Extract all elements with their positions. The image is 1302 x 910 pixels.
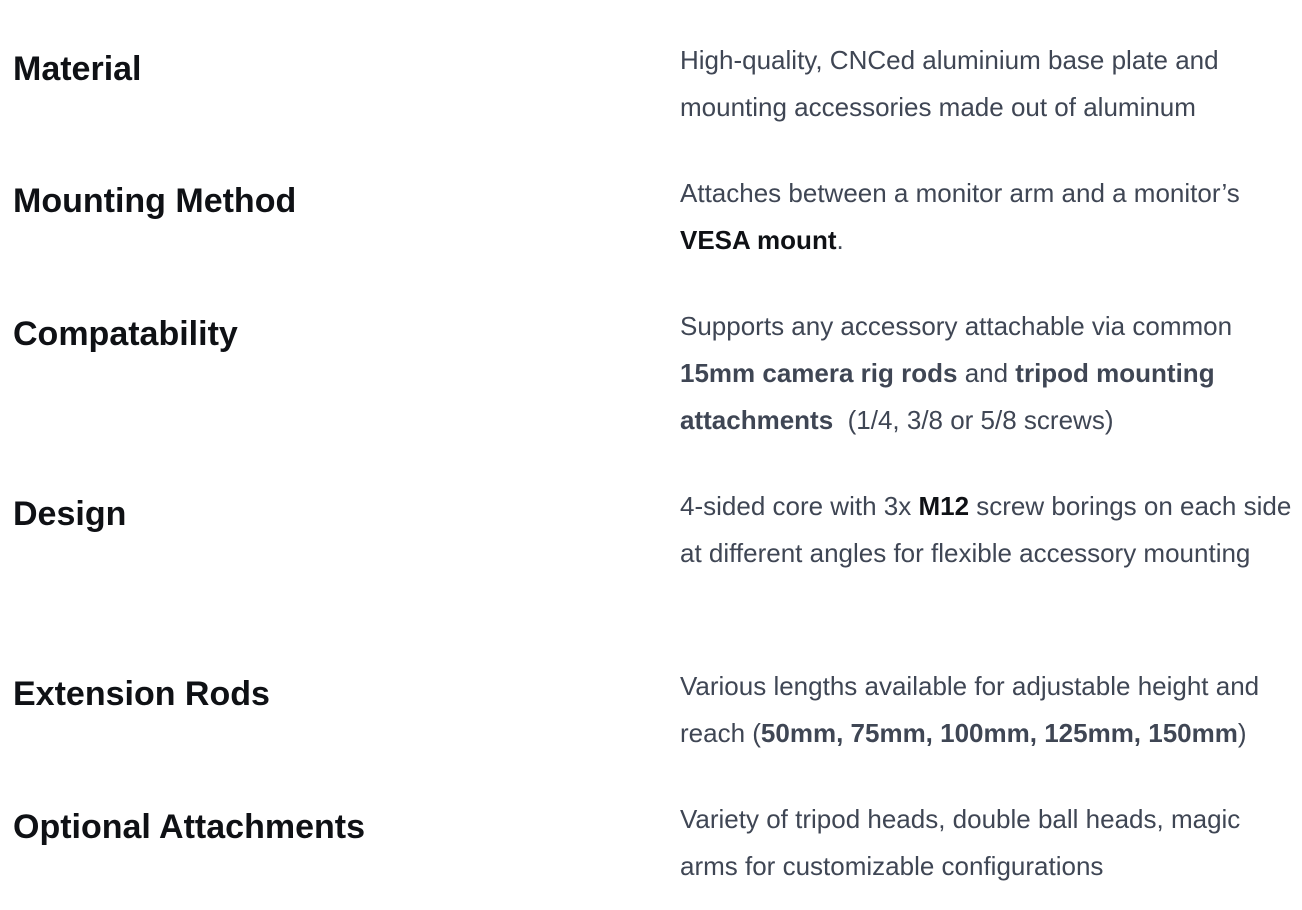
spec-description-text: Supports any accessory attachable via common xyxy=(680,311,1233,341)
spec-description-bold: 15mm camera rig rods xyxy=(680,358,958,388)
spec-title: Optional Attachments xyxy=(13,808,365,846)
spec-description xyxy=(680,37,1292,131)
spec-description-text: High-quality, CNCed aluminium base plate and mounting accessories made out of aluminum xyxy=(680,45,1219,122)
spec-description xyxy=(680,303,1292,444)
spec-title: Material xyxy=(13,50,142,88)
spec-description xyxy=(680,796,1292,890)
spec-description xyxy=(680,663,1292,757)
spec-description-text: . xyxy=(836,225,844,255)
spec-description-text: (1/4, 3/8 or 5/8 screws) xyxy=(833,405,1114,435)
spec-title: Compatability xyxy=(13,315,238,353)
spec-title: Design xyxy=(13,495,127,533)
spec-description-text: screw borings on each side at different angles for flexible accessory mounting xyxy=(680,491,1292,568)
spec-description xyxy=(680,483,1292,577)
spec-title: Extension Rods xyxy=(13,675,270,713)
spec-description-text: Various lengths available for adjustable height and reach ( xyxy=(680,671,1260,748)
spec-description-bold: 50mm, 75mm, 100mm, 125mm, 150mm xyxy=(760,718,1238,748)
spec-description-bold: VESA mount xyxy=(680,225,837,255)
spec-description xyxy=(680,170,1292,264)
spec-description-text: Variety of tripod heads, double ball heads, magic arms for customizable configurations xyxy=(680,804,1241,881)
spec-description-text: and xyxy=(957,358,1016,388)
spec-description-text: ) xyxy=(1237,718,1247,748)
spec-description-bold: M12 xyxy=(918,491,970,521)
spec-description-text: Attaches between a monitor arm and a monitor’s xyxy=(680,178,1240,208)
spec-description-bold: tripod mounting attachments xyxy=(680,358,1215,435)
spec-title: Mounting Method xyxy=(13,182,297,220)
spec-description-text: 4-sided core with 3x xyxy=(680,491,919,521)
